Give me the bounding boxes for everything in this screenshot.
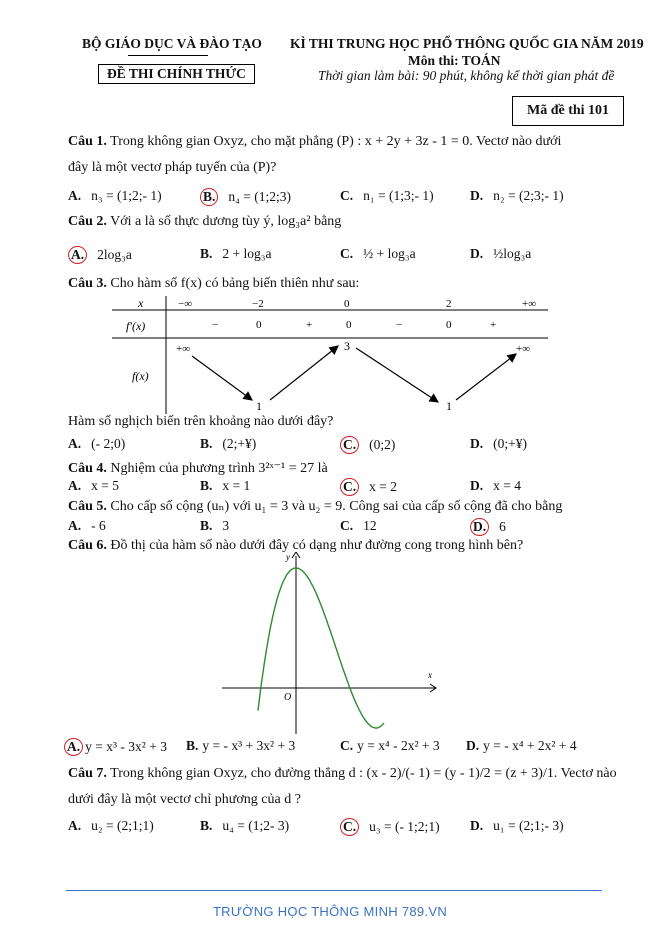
time-line: Thời gian làm bài: 90 phút, không kể thời gian phát đề — [318, 68, 615, 83]
q1-option-a[interactable]: A. n₃ = (1;2;- 1) — [68, 188, 162, 203]
table-fp-label: f′(x) — [126, 319, 146, 333]
table-x-pos-inf: +∞ — [522, 298, 537, 310]
arrow-up-icon — [270, 346, 338, 400]
table-fp-sign: − — [212, 319, 219, 331]
q4-option-a[interactable]: A. x = 5 — [68, 478, 119, 493]
table-f-label: f(x) — [132, 369, 149, 383]
y-axis-label: y — [286, 552, 290, 562]
question-2: Câu 2. Với a là số thực dương tùy ý, log₃a² bằng — [68, 214, 342, 229]
table-x-label: x — [138, 296, 144, 310]
arrow-down-icon — [356, 348, 438, 402]
q7-option-d[interactable]: D. u₁ = (2;1;- 3) — [470, 818, 564, 833]
subject-line: Môn thi: TOÁN — [408, 53, 501, 68]
q4-option-d[interactable]: D. x = 4 — [470, 478, 521, 493]
table-x-2: 2 — [446, 298, 452, 310]
q7-option-b[interactable]: B. u₄ = (1;2- 3) — [200, 818, 290, 833]
question-label: Câu 1. — [68, 134, 107, 149]
variation-table — [112, 296, 548, 414]
q4-option-b[interactable]: B. x = 1 — [200, 478, 251, 493]
arrow-down-icon — [192, 356, 252, 400]
question-7-line2: dưới đây là một vectơ chỉ phương của d ? — [68, 792, 301, 807]
question-3-line2: Hàm số nghịch biến trên khoảng nào dưới đây? — [68, 414, 334, 429]
ministry-title: BỘ GIÁO DỤC VÀ ĐÀO TẠO — [82, 36, 262, 51]
table-f-value: 1 — [256, 399, 262, 413]
footer-text: TRƯỜNG HỌC THÔNG MINH 789.VN — [212, 904, 448, 919]
question-1 — [68, 134, 628, 150]
q6-option-d[interactable]: D. y = - x⁴ + 2x² + 4 — [466, 738, 577, 753]
table-fp-zero: 0 — [256, 319, 262, 331]
q3-option-b[interactable]: B. (2;+¥) — [200, 436, 257, 451]
q1-option-c[interactable]: C. n₁ = (1;3;- 1) — [340, 188, 434, 203]
q3-option-c[interactable]: C. (0;2) — [340, 436, 395, 454]
question-7: Câu 7. Trong không gian Oxyz, cho đường thẳng d : (x - 2)/(- 1) = (y - 1)/2 = (z + 3)/1. Vectơ nào — [68, 766, 617, 781]
x-axis-label: x — [428, 670, 432, 680]
table-fp-zero: 0 — [346, 319, 352, 331]
table-x-neg-inf: −∞ — [178, 298, 193, 310]
function-graph — [222, 552, 444, 734]
question-text: Trong không gian Oxyz, cho mặt phẳng (P) : x + 2y + 3z - 1 = 0. Vectơ nào dưới — [110, 134, 562, 149]
table-fp-sign: − — [396, 319, 403, 331]
table-fp-zero: 0 — [446, 319, 452, 331]
q6-option-a[interactable]: A. y = x³ - 3x² + 3 — [64, 738, 167, 756]
cubic-curve — [258, 568, 384, 728]
q3-option-a[interactable]: A. (- 2;0) — [68, 436, 126, 451]
question-1-line2: đây là một vectơ pháp tuyến của (P)? — [68, 160, 277, 175]
question-3: Câu 3. Cho hàm số f(x) có bảng biến thiên như sau: — [68, 276, 360, 291]
arrow-up-icon — [456, 354, 516, 400]
q7-option-c[interactable]: C. u₃ = (- 1;2;1) — [340, 818, 440, 836]
table-x-0: 0 — [344, 298, 350, 310]
question-6: Câu 6. Đồ thị của hàm số nào dưới đây có dạng như đường cong trong hình bên? — [68, 538, 524, 553]
ministry-underline — [128, 55, 208, 56]
q4-option-c[interactable]: C. x = 2 — [340, 478, 397, 496]
exam-code-box: Mã đề thi 101 — [512, 96, 624, 126]
table-f-value: +∞ — [176, 343, 191, 355]
exam-title: KÌ THI TRUNG HỌC PHỔ THÔNG QUỐC GIA NĂM 2019 — [290, 36, 644, 51]
q6-option-c[interactable]: C. y = x⁴ - 2x² + 3 — [340, 738, 440, 753]
table-fp-sign: + — [490, 319, 497, 331]
footer-divider — [66, 890, 602, 891]
q7-option-a[interactable]: A. u₂ = (2;1;1) — [68, 818, 154, 833]
q2-option-c[interactable]: C. ½ + log₃a — [340, 246, 416, 261]
q1-option-d[interactable]: D. n₂ = (2;3;- 1) — [470, 188, 564, 203]
origin-label: O — [284, 692, 292, 703]
table-fp-sign: + — [306, 319, 313, 331]
official-label: ĐỀ THI CHÍNH THỨC — [98, 64, 255, 84]
table-f-value: 1 — [446, 399, 452, 413]
question-4: Câu 4. Nghiệm của phương trình 3²ˣ⁻¹ = 27 là — [68, 461, 328, 476]
table-f-value: 3 — [344, 339, 350, 353]
q2-option-b[interactable]: B. 2 + log₃a — [200, 246, 272, 261]
table-x-m2: −2 — [252, 298, 264, 310]
q5-option-a[interactable]: A. - 6 — [68, 518, 106, 533]
q1-option-b[interactable]: B. n₄ = (1;2;3) — [200, 188, 291, 206]
question-5: Câu 5. Cho cấp số cộng (uₙ) với u₁ = 3 và u₂ = 9. Công sai của cấp số cộng đã cho bằng — [68, 499, 563, 514]
table-f-value: +∞ — [516, 343, 531, 355]
q6-option-b[interactable]: B. y = - x³ + 3x² + 3 — [186, 738, 296, 753]
q5-option-d[interactable]: D. 6 — [470, 518, 506, 536]
q2-option-a[interactable]: A. 2log₃a — [68, 246, 132, 264]
q2-option-d[interactable]: D. ½log₃a — [470, 246, 532, 261]
q5-option-b[interactable]: B. 3 — [200, 518, 230, 533]
q5-option-c[interactable]: C. 12 — [340, 518, 377, 533]
q3-option-d[interactable]: D. (0;+¥) — [470, 436, 527, 451]
